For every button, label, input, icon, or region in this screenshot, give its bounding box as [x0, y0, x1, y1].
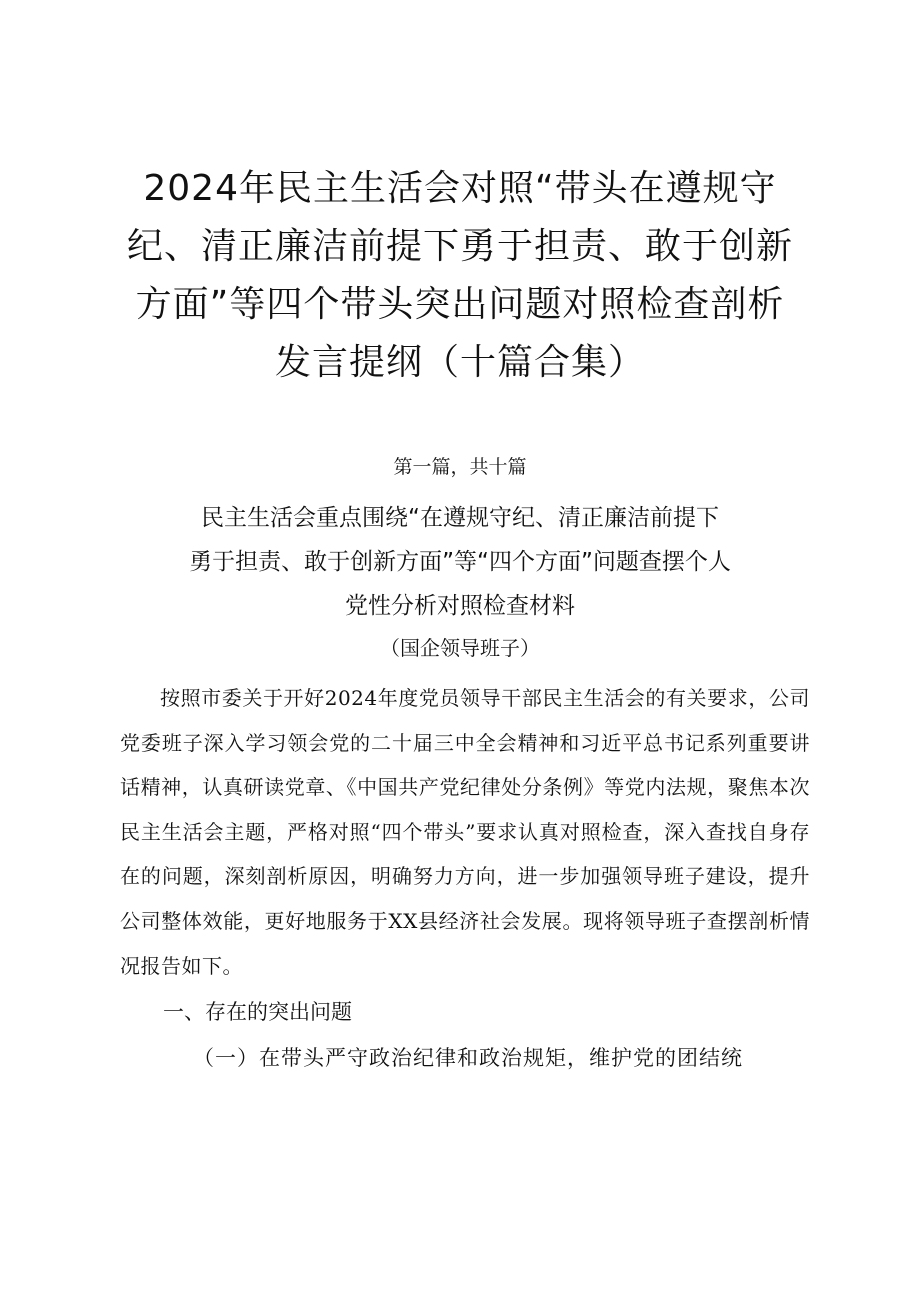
- organization-label: （国企领导班子）: [380, 636, 540, 660]
- section-title-line: 党性分析对照检查材料: [345, 593, 575, 619]
- subsection-heading: （一）在带头严守政治纪律和政治规矩，维护党的团结统: [193, 1046, 743, 1070]
- body-paragraph: 按照市委关于开好2024年度党员领导干部民主生活会的有关要求，公司党委班子深入学习领会党的二十届三中全会精神和习近平总书记系列重要讲话精神，认真研读党章、《中国共产党纪律处分条例》等党内法规，聚焦本次民主生活会主题，严格对照“四个带头”要求认真对照检查，深入查找自身存在的问题，深刻剖析原因，明确努力方向，进一步加强领导班子建设，提升公司整体效能，更好地服务于XX县经济社会发展。现将领导班子查摆剖析情况报告如下。: [120, 686, 810, 978]
- section-heading: 一、存在的突出问题: [163, 1000, 352, 1024]
- section-title-line: 民主生活会重点围绕“在遵规守纪、清正廉洁前提下: [201, 505, 719, 531]
- document-title: 2024年民主生活会对照“带头在遵规守纪、清正廉洁前提下勇于担责、敢于创新方面”等四个带头突出问题对照检查剖析发言提纲（十篇合集）: [126, 168, 793, 383]
- section-title: [130, 496, 790, 628]
- section-title-line: 勇于担责、敢于创新方面”等“四个方面”问题查摆个人: [189, 549, 731, 575]
- part-label: 第一篇，共十篇: [393, 456, 527, 478]
